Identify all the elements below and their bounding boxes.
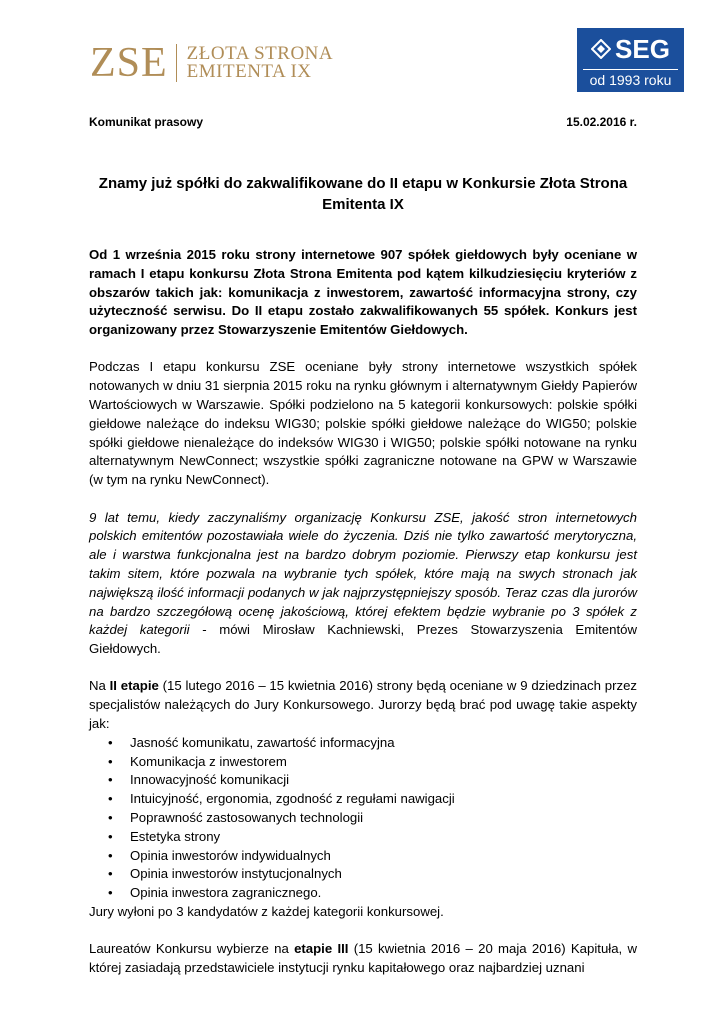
bullet-icon: •: [108, 734, 113, 750]
zse-logo-text: [187, 45, 333, 81]
seg-logo-name: SEG: [615, 34, 670, 64]
list-item-text: Opinia inwestorów indywidualnych: [130, 847, 331, 863]
list-item: [89, 884, 637, 903]
list-item: [89, 771, 637, 790]
press-release-date: 15.02.2016 r.: [566, 115, 637, 129]
list-item: [89, 847, 637, 866]
stage1-paragraph: Podczas I etapu konkursu ZSE oceniane były strony internetowe wszystkich spółek notowanych w dniu 31 sierpnia 2015 roku na rynku głównym i alternatywnym Giełdy Papierów Wartościowych w Warszawie. Spółki podzielono na 5 kategorii konkursowych: polskie spółki giełdowe należące do indeksu WIG30; polskie spółki giełdowe należące do WIG50; polskie spółki giełdowe nienależące do indeksów WIG30 i WIG50; polskie spółki notowane na rynku alternatywnym NewConnect; wszystkie spółki zagraniczne notowane na GPW w Warszawie (w tym na rynku NewConnect).: [89, 359, 637, 488]
quote-attribution: - mówi Mirosław Kachniewski, Prezes Stowarzyszenia Emitentów Giełdowych.: [89, 622, 637, 657]
zse-logo-mark: ZSE: [90, 40, 168, 86]
zse-logo-line2: EMITENTA IX: [186, 61, 312, 82]
seg-logo: [577, 28, 684, 92]
stage3-post: (15 kwietnia 2016 – 20 maja 2016) Kapituła, w której zasiadają przedstawiciele instytucji rynku kapitałowego oraz najbardziej uznani: [89, 941, 637, 976]
list-item-text: Opinia inwestora zagranicznego.: [130, 885, 322, 901]
stage3-bold: etapie III: [294, 941, 349, 957]
list-item-text: Innowacyjność komunikacji: [130, 772, 290, 788]
document-title: Znamy już spółki do zakwalifikowane do II etapu w Konkursie Złota Strona Emitenta IX: [98, 175, 628, 213]
bullet-icon: •: [108, 772, 113, 788]
jury-note: Jury wyłoni po 3 kandydatów z każdej kategorii konkursowej.: [89, 904, 444, 919]
list-item: [89, 753, 637, 772]
list-item: [89, 865, 637, 884]
bullet-icon: •: [108, 810, 113, 826]
press-release-label: Komunikat prasowy: [89, 115, 204, 129]
lead-paragraph: Od 1 września 2015 roku strony internetowe 907 spółek giełdowych były oceniane w ramach I etapu konkursu Złota Strona Emitenta pod kątem kilkudziesięciu kryteriów z obszarów takich jak: komunikacja z inwestorem, zawartość informacyjna strony, czy użyteczność serwisu. Do II etapu zostało zakwalifikowanych 55 spółek. Konkurs jest organizowany przez Stowarzyszenie Emitentów Giełdowych.: [89, 247, 637, 338]
seg-logo-top: [577, 34, 684, 64]
document-body: [89, 246, 637, 996]
bullet-icon: •: [108, 828, 113, 844]
list-item-text: Intuicyjność, ergonomia, zgodność z regułami nawigacji: [130, 791, 455, 807]
list-item: [89, 734, 637, 753]
bullet-icon: •: [108, 753, 113, 769]
quote-paragraph: [89, 509, 637, 659]
list-item-text: Estetyka strony: [130, 828, 221, 844]
list-item-text: Opinia inwestorów instytucjonalnych: [130, 866, 342, 882]
page-header: [0, 0, 725, 100]
bullet-icon: •: [108, 791, 113, 807]
list-item: [89, 828, 637, 847]
seg-logo-divider: [583, 69, 678, 70]
list-item-text: Jasność komunikatu, zawartość informacyjna: [130, 734, 395, 750]
zse-logo: [90, 38, 333, 88]
stage2-pre: Na: [89, 678, 110, 694]
stage2-paragraph: [89, 677, 637, 733]
zse-logo-divider: [176, 44, 177, 82]
list-item: [89, 809, 637, 828]
bullet-icon: •: [108, 885, 113, 901]
stage3-pre: Laureatów Konkursu wybierze na: [89, 941, 295, 957]
list-item: [89, 790, 637, 809]
zse-logo-line1: ZŁOTA STRONA: [186, 43, 334, 64]
seg-logo-since: od 1993 roku: [589, 72, 672, 88]
stage2-bold: II etapie: [109, 678, 159, 694]
quote-text: 9 lat temu, kiedy zaczynaliśmy organizację Konkursu ZSE, jakość stron internetowych polskich emitentów pozostawiała wiele do życzenia. Dziś nie tylko zawartość merytoryczna, ale i warstwa funkcjonalna jest na bardzo dobrym poziomie. Pierwszy etap konkursu jest takim sitem, które pozwala na wybranie tych spółek, które mają na swych stronach jak największą ilość informacji podanych w jak najprzystępniejszy sposób. Teraz czas dla jurorów na bardzo szczegółową ocenę jakościową, której efektem będzie wybranie po 3 spółek z każdej kategorii: [89, 509, 637, 638]
seg-diamond-icon: [591, 39, 611, 59]
criteria-list: [89, 734, 637, 903]
stage2-post: (15 lutego 2016 – 15 kwietnia 2016) strony będą oceniane w 9 dziedzinach przez specjalistów należących do Jury Konkursowego. Jurorzy będą brać pod uwagę takie aspekty jak:: [89, 678, 638, 732]
list-item-text: Poprawność zastosowanych technologii: [130, 810, 364, 826]
list-item-text: Komunikacja z inwestorem: [130, 753, 287, 769]
bullet-icon: •: [108, 847, 113, 863]
stage3-paragraph: [89, 940, 637, 978]
bullet-icon: •: [108, 866, 113, 882]
